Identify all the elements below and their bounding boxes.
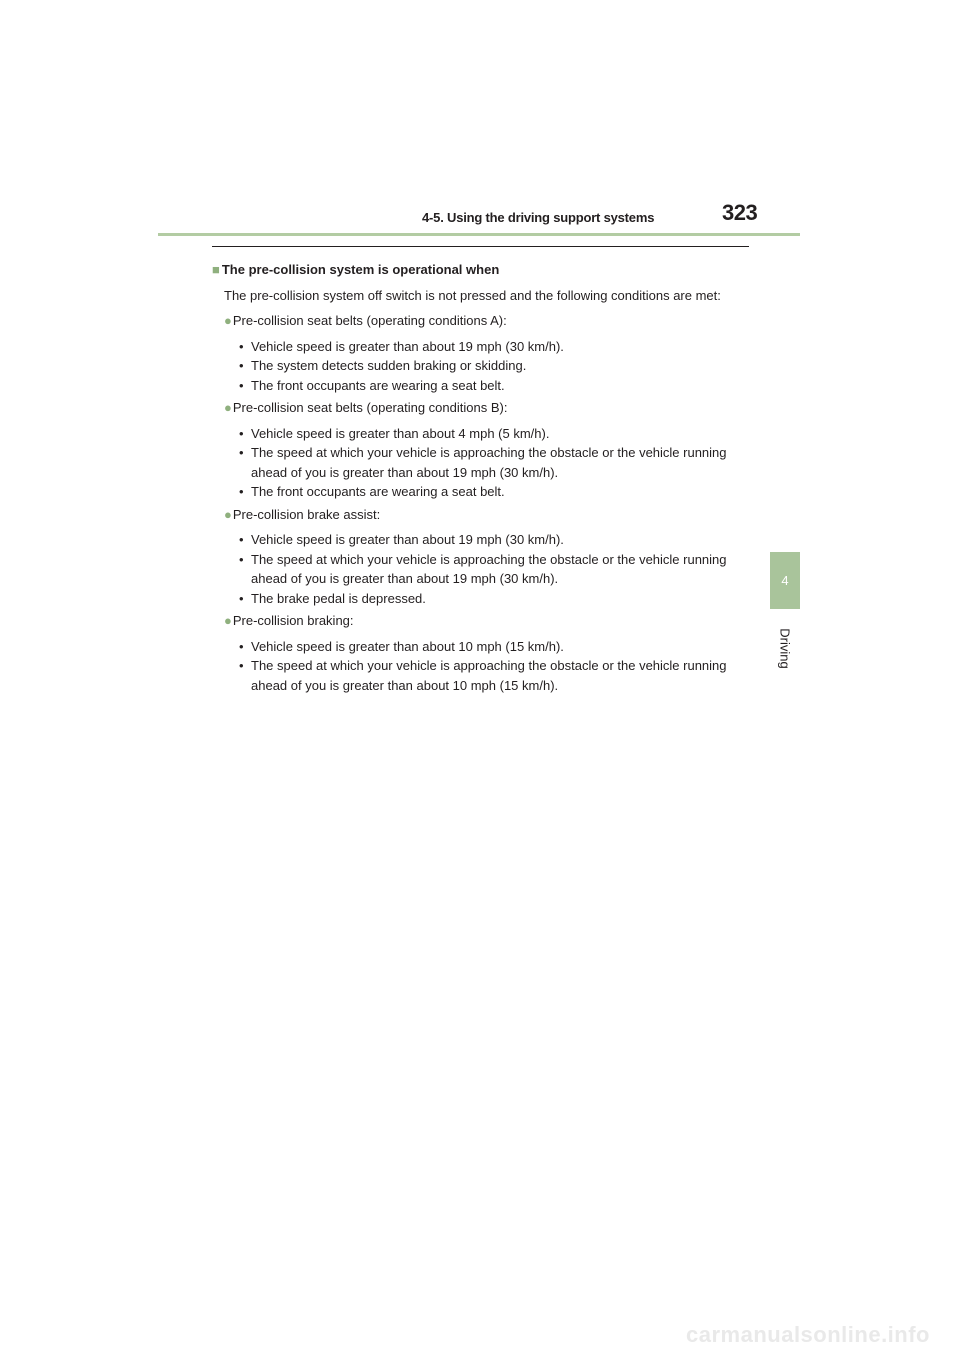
circle-bullet-icon: ●: [224, 613, 232, 628]
condition-label: [224, 398, 749, 418]
condition-item: [212, 311, 749, 395]
intro-paragraph: The pre-collision system off switch is not pressed and the following conditions are met:: [224, 287, 721, 303]
watermark: carmanualsonline.info: [686, 1322, 930, 1347]
circle-bullet-icon: ●: [224, 313, 232, 328]
page-number: 323: [722, 200, 758, 225]
list-item: • Vehicle speed is greater than about 4 mph (5 km/h).: [239, 424, 749, 444]
content-rule: [212, 246, 749, 247]
chapter-label: [768, 622, 802, 674]
list-item: • The front occupants are wearing a seat belt.: [239, 376, 749, 396]
chapter-tab[interactable]: 4: [770, 552, 800, 609]
condition-list: [212, 637, 749, 696]
main-content: [212, 260, 749, 698]
running-header-section: 4-5. Using the driving support systems: [422, 210, 655, 225]
list-item: • The front occupants are wearing a seat belt.: [239, 482, 749, 502]
chapter-label-text: Driving: [777, 627, 793, 669]
header-rule: [158, 233, 800, 236]
list-item: • The speed at which your vehicle is approaching the obstacle or the vehicle running ahead of you is greater than about 10 mph (15 km/h).: [239, 656, 749, 695]
section-title: [212, 260, 749, 280]
circle-bullet-icon: ●: [224, 506, 232, 522]
list-item: • The brake pedal is depressed.: [239, 589, 749, 609]
condition-list: [212, 337, 749, 396]
section-title-text: The pre-collision system is operational when: [221, 262, 500, 277]
list-item: • Vehicle speed is greater than about 10 mph (15 km/h).: [239, 637, 749, 657]
list-item: • The speed at which your vehicle is approaching the obstacle or the vehicle running ahead of you is greater than about 19 mph (30 km/h).: [239, 550, 749, 589]
list-item: • Vehicle speed is greater than about 19 mph (30 km/h).: [239, 337, 749, 357]
condition-label: [224, 311, 749, 331]
condition-label: [224, 611, 749, 631]
condition-label-text: Pre-collision seat belts (operating conditions B):: [232, 400, 508, 415]
condition-label-text: Pre-collision seat belts (operating conditions A):: [232, 313, 507, 328]
condition-item: [212, 611, 749, 695]
condition-list: [212, 530, 749, 608]
condition-item: [212, 505, 749, 609]
condition-list: [212, 424, 749, 502]
list-item: • The speed at which your vehicle is approaching the obstacle or the vehicle running ahead of you is greater than about 19 mph (30 km/h).: [239, 443, 749, 482]
condition-label-text: Pre-collision brake assist:: [232, 506, 381, 522]
square-icon: ■: [212, 262, 220, 277]
condition-label: [224, 505, 749, 525]
circle-bullet-icon: ●: [224, 400, 232, 415]
condition-item: [212, 398, 749, 502]
condition-label-text: Pre-collision braking:: [232, 613, 354, 628]
list-item: • The system detects sudden braking or skidding.: [239, 356, 749, 376]
list-item: • Vehicle speed is greater than about 19 mph (30 km/h).: [239, 530, 749, 550]
